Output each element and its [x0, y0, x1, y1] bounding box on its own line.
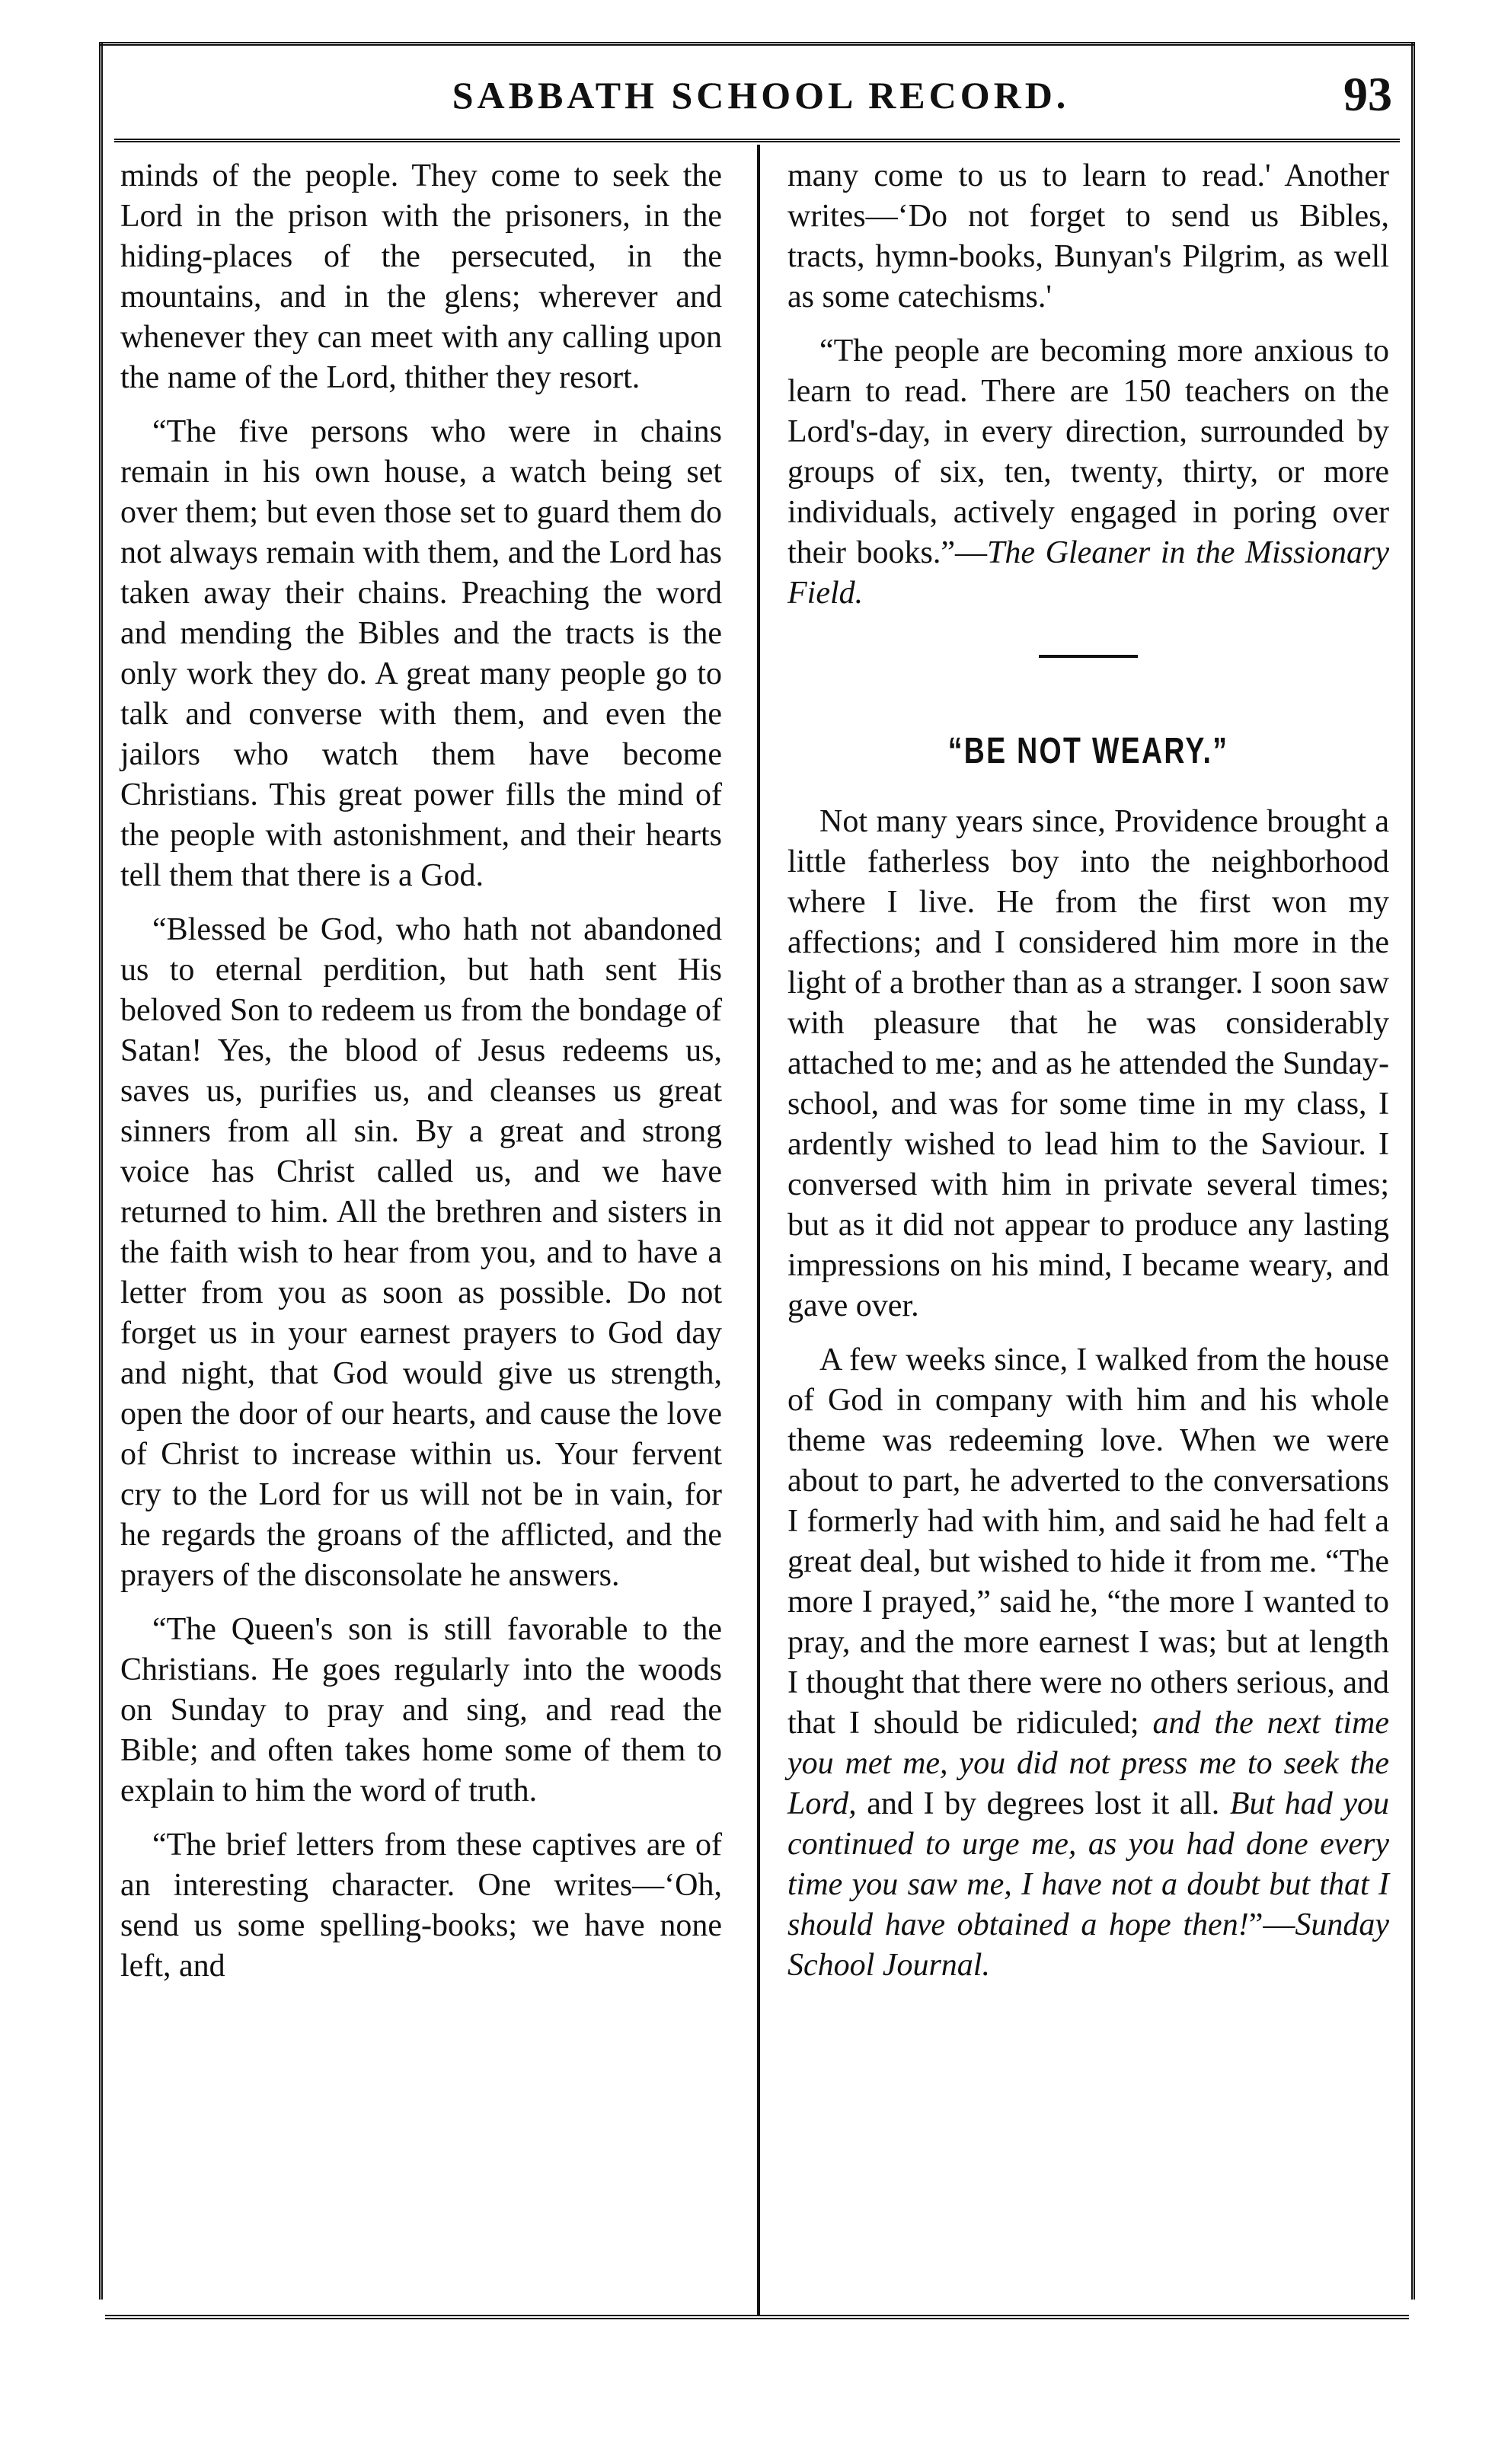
- page-header: [129, 57, 1392, 133]
- paragraph: “The five persons who were in chains remain in his own house, a watch being set over them; but even those set to guard them do not always remain with them, and the Lord has taken away their chains. Preaching the word and mending the Bibles and the tracts is the only work they do. A great many people go to talk and converse with them, and even the jailors who watch them have become Christians. This great power fills the mind of the people with astonishment, and their hearts tell them that there is a God.: [120, 414, 722, 893]
- section-heading: “BE NOT WEARY.”: [947, 731, 1229, 771]
- paragraph: [787, 1340, 1389, 1986]
- paragraph-text: and I by degrees lost it all.: [856, 1786, 1230, 1821]
- italic-quote: But had you continued to urge me, as you had done every time you saw me, I have not a doubt but that I should have obtained a hope then!: [787, 1786, 1389, 1942]
- page: [99, 30, 1415, 2353]
- paragraph: minds of the people. They come to seek the Lord in the prison with the prisoners, in the hiding-places of the persecuted, in the mountains, and in the glens; wherever and whenever they can meet with any calling upon the name of the Lord, thither they resort.: [120, 158, 722, 395]
- paragraph-text: “The people are becoming more anxious to learn to read. There are 150 teachers on the Lord's-day, in every direction, surrounded by groups of six, ten, twenty, thirty, or more individuals, actively engaged in poring over their books.”—: [787, 334, 1389, 570]
- paragraph: “The Queen's son is still favorable to the Christians. He goes regularly into the woods on Sunday to pray and sing, and read the Bible; and often takes home some of them to explain to him the word of truth.: [120, 1612, 722, 1808]
- paragraph: [787, 331, 1389, 614]
- paragraph: many come to us to learn to read.' Another writes—‘Do not forget to send us Bibles, tracts, hymn-books, Bunyan's Pilgrim, as well as some catechisms.': [787, 158, 1389, 314]
- source-citation: The Gleaner in the Missionary Field.: [787, 535, 1390, 611]
- paragraph: “Blessed be God, who hath not abandoned us to eternal perdition, but hath sent His beloved Son to redeem us from the bondage of Satan! Yes, the blood of Jesus redeems us, saves us, purifies us, and cleanses us great sinners from all sin. By a great and strong voice has Christ called us, and we have returned to him. All the brethren and sisters in the faith wish to hear from you, and to have a letter from you as soon as possible. Do not forget us in your earnest prayers to God day and night, that God would give us strength, open the door of our hearts, and cause the love of Christ to increase within us. Your fervent cry to the Lord for us will not be in vain, for he regards the groans of the afflicted, and the prayers of the disconsolate he answers.: [120, 912, 722, 1593]
- footer-rule: [105, 2315, 1409, 2319]
- italic-quote: and the next time you met me, you did not press me to seek the Lord,: [787, 1706, 1389, 1821]
- right-border-rule: [1411, 42, 1415, 2300]
- section-divider: [1039, 655, 1138, 658]
- page-number: 93: [1343, 67, 1392, 121]
- column-divider: [757, 145, 760, 2315]
- source-citation: Sunday School Journal.: [787, 1907, 1389, 1983]
- paragraph-text: ”—: [1248, 1907, 1295, 1942]
- running-title: SABBATH SCHOOL RECORD.: [452, 74, 1070, 116]
- top-border-rule: [99, 42, 1415, 46]
- paragraph-text: A few weeks since, I walked from the house of God in company with him and his whole theme was redeeming love. When we were about to part, he adverted to the conversations I formerly had with him, and said he had felt a great deal, but wished to hide it from me. “The more I prayed,” said he, “the more I wanted to pray, and the more earnest I was; but at length I thought that there were no others serious, and that I should be ridiculed;: [787, 1342, 1389, 1741]
- header-rule: [114, 139, 1400, 142]
- right-column: [787, 156, 1389, 2000]
- paragraph: “The brief letters from these captives are of an interesting character. One writes—‘Oh, send us some spelling-books; we have none left, and: [120, 1827, 722, 1984]
- left-column: [120, 156, 722, 2000]
- left-border-rule: [99, 42, 103, 2300]
- paragraph: Not many years since, Providence brought a little fatherless boy into the neighborhood where I live. He from the first won my affections; and I considered him more in the light of a brother than as a stranger. I soon saw with pleasure that he was considerably attached to me; and as he attended the Sunday-school, and was for some time in my class, I ardently wished to lead him to the Saviour. I conversed with him in private several times; but as it did not appear to produce any lasting impressions on his mind, I became weary, and gave over.: [787, 804, 1389, 1323]
